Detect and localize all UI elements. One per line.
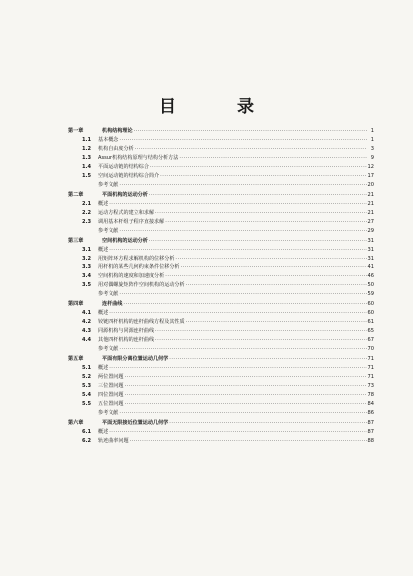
toc-entry-number: 第五章 xyxy=(68,356,84,363)
toc-ref-row xyxy=(68,290,374,299)
toc-entry-title: 平面机构的运动分析 xyxy=(102,191,148,198)
dot-leader xyxy=(179,154,367,163)
toc-entry-title: 参考文献 xyxy=(98,227,119,234)
toc-section-row xyxy=(68,145,374,154)
toc-entry-number: 1.5 xyxy=(82,172,92,179)
toc-entry-number: 4.3 xyxy=(82,328,92,335)
toc-entry-title: 三位置问题 xyxy=(98,383,124,389)
toc-page-number: 60 xyxy=(367,301,374,308)
toc-page-number: 87 xyxy=(367,419,374,426)
dot-leader xyxy=(109,200,366,209)
toc-ref-row xyxy=(68,345,374,354)
toc-ref-row xyxy=(68,227,374,236)
toc-entry-number: 3.1 xyxy=(82,246,92,253)
toc-entry-title: 空间机构的速度和加速度分析 xyxy=(98,273,165,280)
toc-page-number: 9 xyxy=(370,154,374,161)
toc-section-row xyxy=(68,428,374,437)
toc-page-number: 1 xyxy=(370,128,374,134)
dot-leader xyxy=(160,172,366,181)
toc-entry-number: 1.4 xyxy=(82,163,92,170)
toc-page-number: 20 xyxy=(367,181,374,188)
toc-entry-number: 5.4 xyxy=(82,391,92,398)
toc-page-number: 46 xyxy=(367,273,374,280)
toc-section-row xyxy=(68,373,374,382)
toc-chapter-row xyxy=(68,127,374,136)
toc-page-number: 21 xyxy=(367,209,374,216)
dot-leader xyxy=(155,336,366,345)
toc-section-row xyxy=(68,336,374,345)
dot-leader xyxy=(149,237,367,246)
dot-leader xyxy=(109,428,366,437)
toc-section-row xyxy=(68,154,374,163)
toc-page-number: 67 xyxy=(367,337,374,344)
toc-section-row xyxy=(68,382,374,391)
toc-entry-title: 参考文献 xyxy=(98,291,119,298)
dot-leader xyxy=(150,163,367,172)
toc-entry-number: 第三章 xyxy=(68,237,84,244)
toc-entry-title: Assur机构结构原理与结构分析方法 xyxy=(98,154,179,161)
toc-entry-number: 1.2 xyxy=(82,145,92,152)
dot-leader xyxy=(109,246,366,255)
toc-page-number: 27 xyxy=(367,218,374,225)
toc-page-number: 17 xyxy=(367,172,374,179)
toc-page-number: 12 xyxy=(367,163,374,170)
toc-page-number: 31 xyxy=(367,255,374,262)
toc-entry-number: 2.1 xyxy=(82,200,92,207)
toc-entry-title: 用矩阵环方程求解机构的位移分析 xyxy=(98,255,175,262)
toc-entry-title: 用杆机的某些几何约束条件位移分析 xyxy=(98,264,180,271)
toc-entry-title: 空间机构的运动分析 xyxy=(102,237,148,244)
dot-leader xyxy=(119,181,366,190)
dot-leader xyxy=(124,382,366,391)
toc-entry-title: 概述 xyxy=(98,365,109,372)
toc-page-number: 65 xyxy=(367,328,374,335)
toc-entry-number: 5.3 xyxy=(82,383,92,389)
toc-page-number: 59 xyxy=(367,291,374,298)
toc-entry-number: 6.2 xyxy=(82,437,92,444)
dot-leader xyxy=(155,327,366,336)
toc-section-row xyxy=(68,327,374,336)
toc-section-row xyxy=(68,309,374,318)
toc-page-number: 86 xyxy=(367,409,374,416)
dot-leader xyxy=(123,300,366,309)
toc-section-row xyxy=(68,255,374,264)
toc-entry-number: 4.2 xyxy=(82,319,92,326)
toc-entry-number: 第一章 xyxy=(68,128,84,134)
toc-page-number: 29 xyxy=(367,227,374,234)
toc-section-row xyxy=(68,364,374,373)
dot-leader xyxy=(169,355,366,364)
dot-leader xyxy=(181,263,367,272)
dot-leader xyxy=(119,136,367,145)
toc-page-number: 71 xyxy=(367,365,374,372)
toc-entry-title: 调用基本杆组子程序直接求解 xyxy=(98,218,165,225)
toc-page-number: 21 xyxy=(367,200,374,207)
dot-leader xyxy=(134,127,367,136)
toc-entry-title: 同源机构与同源连杆曲线 xyxy=(98,328,155,335)
toc-entry-title: 铰链四杆机构的连杆曲线方程及其性质 xyxy=(98,319,185,326)
table-of-contents xyxy=(68,127,374,446)
toc-page-number: 61 xyxy=(367,319,374,326)
toc-page-number: 88 xyxy=(367,437,374,444)
toc-page-number: 21 xyxy=(367,191,374,198)
toc-entry-number: 第六章 xyxy=(68,419,84,426)
toc-entry-number: 2.2 xyxy=(82,209,92,216)
toc-entry-number: 4.1 xyxy=(82,310,92,317)
toc-page-number: 1 xyxy=(370,136,374,143)
toc-page-number: 78 xyxy=(367,391,374,398)
toc-ref-row xyxy=(68,409,374,418)
dot-leader xyxy=(186,281,367,290)
toc-entry-title: 概述 xyxy=(98,200,109,207)
toc-section-row xyxy=(68,163,374,172)
dot-leader xyxy=(169,419,366,428)
toc-entry-title: 平面运动链的结构综合 xyxy=(98,163,149,170)
toc-section-row xyxy=(68,272,374,281)
toc-entry-title: 五位置问题 xyxy=(98,400,124,407)
toc-page-number: 3 xyxy=(370,145,374,152)
toc-page-number: 71 xyxy=(367,374,374,381)
toc-section-row xyxy=(68,400,374,409)
toc-chapter-row xyxy=(68,355,374,364)
toc-entry-number: 5.2 xyxy=(82,374,92,381)
dot-leader xyxy=(124,373,366,382)
dot-leader xyxy=(155,209,366,218)
toc-entry-number: 3.2 xyxy=(82,255,92,262)
toc-entry-title: 运动方程式的建立和求解 xyxy=(98,209,155,216)
toc-entry-title: 参考文献 xyxy=(98,409,119,416)
dot-leader xyxy=(135,145,367,154)
toc-entry-number: 1.1 xyxy=(82,136,92,143)
toc-chapter-row xyxy=(68,237,374,246)
toc-section-row xyxy=(68,172,374,181)
toc-entry-title: 其他四杆机构的连杆曲线 xyxy=(98,337,155,344)
toc-page-number: 71 xyxy=(367,356,374,363)
toc-entry-title: 概述 xyxy=(98,310,109,317)
toc-page-number: 73 xyxy=(367,383,374,389)
toc-entry-number: 3.4 xyxy=(82,273,92,280)
dot-leader xyxy=(119,290,366,299)
dot-leader xyxy=(175,255,366,264)
toc-section-row xyxy=(68,209,374,218)
toc-entry-title: 机构自由度分析 xyxy=(98,145,134,152)
toc-entry-title: 参考文献 xyxy=(98,181,119,188)
toc-chapter-row xyxy=(68,191,374,200)
toc-chapter-row xyxy=(68,300,374,309)
toc-page-number: 70 xyxy=(367,346,374,353)
toc-entry-title: 机构结构理论 xyxy=(102,128,133,134)
toc-section-row xyxy=(68,391,374,400)
dot-leader xyxy=(165,218,366,227)
toc-section-row xyxy=(68,218,374,227)
toc-entry-number: 第二章 xyxy=(68,191,84,198)
dot-leader xyxy=(124,391,366,400)
toc-entry-title: 基本概念 xyxy=(98,136,119,143)
dot-leader xyxy=(119,227,366,236)
toc-section-row xyxy=(68,318,374,327)
dot-leader xyxy=(109,309,366,318)
toc-section-row xyxy=(68,437,374,446)
toc-entry-title: 两位置问题 xyxy=(98,374,124,381)
dot-leader xyxy=(119,409,366,418)
toc-page-number: 31 xyxy=(367,246,374,253)
dot-leader xyxy=(149,191,367,200)
toc-section-row xyxy=(68,136,374,145)
toc-entry-title: 四位置问题 xyxy=(98,391,124,398)
toc-entry-title: 参考文献 xyxy=(98,346,119,353)
toc-entry-title: 平面有限分离位置运动几何学 xyxy=(102,356,169,363)
toc-entry-number: 3.3 xyxy=(82,264,92,271)
toc-entry-number: 第四章 xyxy=(68,301,84,308)
toc-entry-title: 概述 xyxy=(98,428,109,435)
toc-entry-title: 平面无限接近位置运动几何学 xyxy=(102,419,169,426)
toc-page-number: 87 xyxy=(367,428,374,435)
toc-ref-row xyxy=(68,181,374,190)
toc-entry-title: 概述 xyxy=(98,246,109,253)
dot-leader xyxy=(130,437,367,446)
toc-section-row xyxy=(68,281,374,290)
toc-entry-number: 5.1 xyxy=(82,365,92,372)
toc-entry-title: 空间运动链的结构综合简介 xyxy=(98,172,160,179)
dot-leader xyxy=(165,272,366,281)
toc-section-row xyxy=(68,246,374,255)
toc-entry-number: 2.3 xyxy=(82,218,92,225)
toc-section-row xyxy=(68,200,374,209)
toc-entry-number: 4.4 xyxy=(82,337,92,344)
toc-entry-title: 轨迹曲率问题 xyxy=(98,437,129,444)
toc-entry-title: 连杆曲线 xyxy=(102,301,123,308)
toc-entry-number: 6.1 xyxy=(82,428,92,435)
dot-leader xyxy=(186,318,367,327)
toc-chapter-row xyxy=(68,419,374,428)
toc-page-number: 84 xyxy=(367,400,374,407)
toc-entry-number: 5.5 xyxy=(82,400,92,407)
toc-page-number: 60 xyxy=(367,310,374,317)
dot-leader xyxy=(119,345,366,354)
toc-entry-number: 3.5 xyxy=(82,282,92,289)
dot-leader xyxy=(124,400,366,409)
toc-entry-number: 1.3 xyxy=(82,154,92,161)
dot-leader xyxy=(109,364,366,373)
toc-section-row xyxy=(68,263,374,272)
page-title: 目 录 xyxy=(159,97,276,117)
toc-entry-title: 用对偶螺旋矩阵作空间机构的运动分析 xyxy=(98,282,185,289)
toc-page-number: 50 xyxy=(367,282,374,289)
toc-page-number: 41 xyxy=(367,264,374,271)
toc-page-number: 31 xyxy=(367,237,374,244)
